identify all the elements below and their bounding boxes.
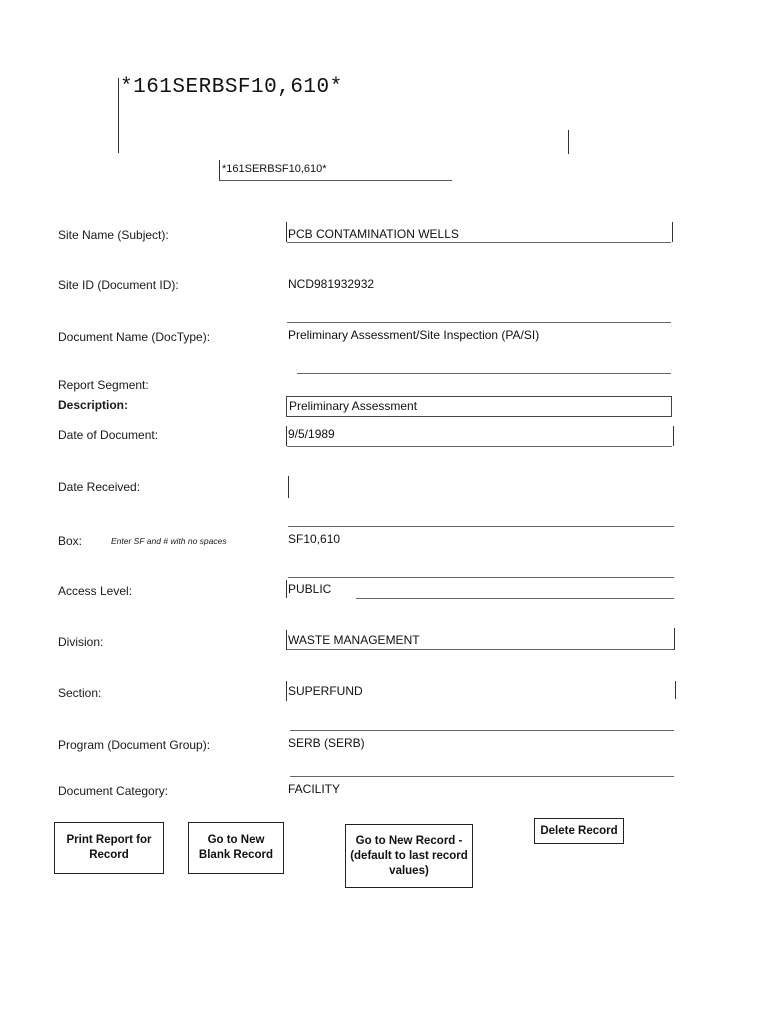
divider [219, 180, 452, 181]
document-category-label: Document Category: [58, 784, 169, 798]
divider [286, 222, 287, 242]
description-label: Description: [58, 398, 129, 412]
site-id-value[interactable]: NCD981932932 [288, 277, 375, 291]
divider [287, 649, 674, 650]
divider [286, 426, 287, 446]
document-category-value[interactable]: FACILITY [288, 782, 341, 796]
site-name-value[interactable]: PCB CONTAMINATION WELLS [288, 227, 459, 241]
date-received-label: Date Received: [58, 480, 141, 494]
divider [287, 242, 671, 243]
divider [290, 776, 674, 777]
date-of-document-value[interactable]: 9/5/1989 [288, 427, 335, 441]
box-value[interactable]: SF10,610 [288, 532, 341, 546]
description-field[interactable] [286, 396, 672, 417]
document-name-value[interactable]: Preliminary Assessment/Site Inspection (PA/SI) [288, 328, 540, 342]
document-name-label: Document Name (DocType): [58, 330, 211, 344]
date-received-field[interactable] [288, 476, 289, 498]
divider [286, 580, 287, 598]
divider [286, 681, 287, 701]
barcode-large: *161SERBSF10,610* [120, 76, 343, 99]
new-blank-record-button[interactable]: Go to New Blank Record [188, 822, 284, 874]
access-level-value[interactable]: PUBLIC [288, 582, 332, 596]
site-id-label: Site ID (Document ID): [58, 278, 179, 292]
date-of-document-label: Date of Document: [58, 428, 159, 442]
delete-record-button[interactable]: Delete Record [534, 818, 624, 844]
program-label: Program (Document Group): [58, 738, 211, 752]
print-report-button[interactable]: Print Report for Record [54, 822, 164, 874]
new-record-default-button[interactable]: Go to New Record - (default to last record values) [345, 824, 473, 888]
divider [219, 160, 220, 180]
divider [568, 130, 569, 154]
divider [672, 222, 673, 242]
section-value[interactable]: SUPERFUND [288, 684, 363, 698]
divider [118, 78, 119, 153]
site-name-label: Site Name (Subject): [58, 228, 169, 242]
barcode-small: *161SERBSF10,610* [222, 163, 327, 175]
report-segment-label: Report Segment: [58, 378, 149, 392]
divider [673, 426, 674, 446]
divider [286, 630, 287, 650]
box-label: Box: [58, 534, 83, 548]
description-value: Preliminary Assessment [289, 399, 418, 413]
divider [297, 373, 671, 374]
box-hint: Enter SF and # with no spaces [111, 536, 227, 546]
section-label: Section: [58, 686, 102, 700]
division-value[interactable]: WASTE MANAGEMENT [288, 633, 420, 647]
access-level-label: Access Level: [58, 584, 133, 598]
divider [288, 526, 674, 527]
division-label: Division: [58, 635, 104, 649]
divider [287, 446, 672, 447]
program-value[interactable]: SERB (SERB) [288, 736, 365, 750]
divider [290, 730, 674, 731]
divider [675, 681, 676, 699]
divider [356, 598, 674, 599]
divider [287, 322, 671, 323]
divider [288, 577, 674, 578]
divider [674, 628, 675, 650]
